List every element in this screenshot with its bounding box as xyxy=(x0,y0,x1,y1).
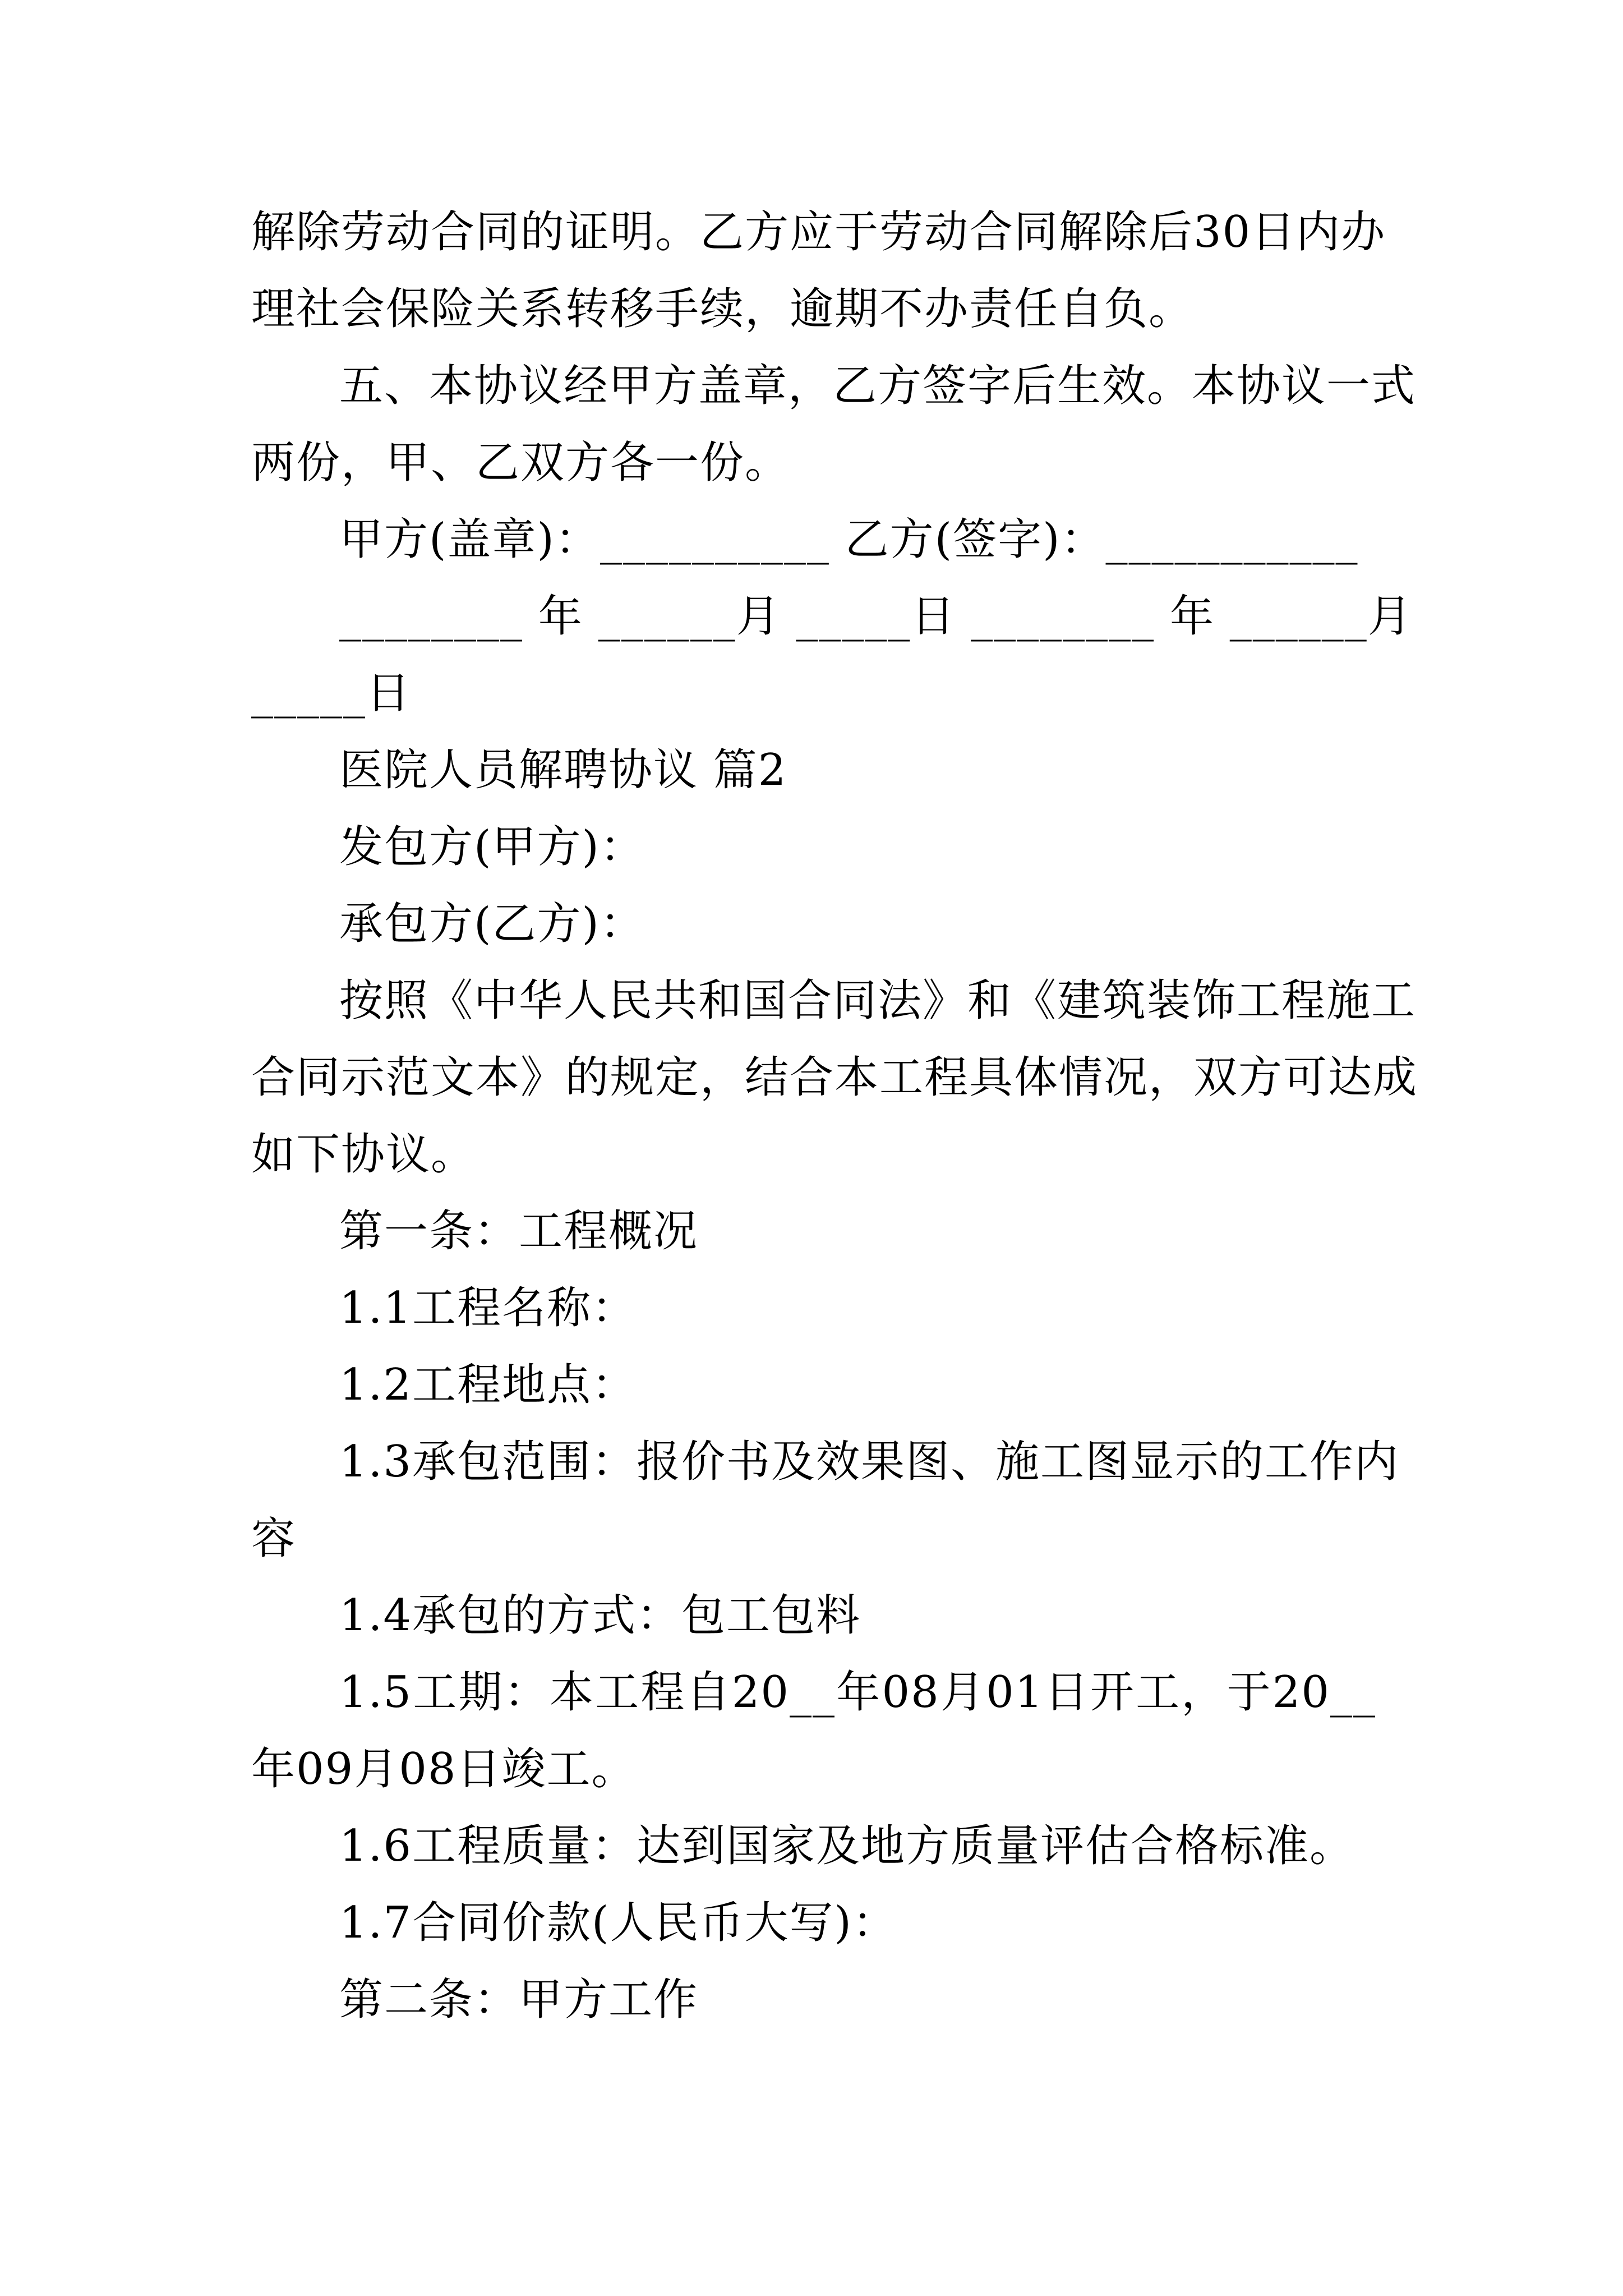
text-line: 1.6工程质量：达到国家及地方质量评估合格标准。 xyxy=(339,1821,1355,1871)
text-line: 1.4承包的方式：包工包料 xyxy=(339,1590,861,1641)
text-line: 1.7合同价款(人民币大写)： xyxy=(339,1898,897,1948)
date-line: ________ 年 ______月 _____日 ________ 年 ______月 xyxy=(339,591,1413,642)
text-line: 1.3承包范围：报价书及效果图、施工图显示的工作内 xyxy=(339,1437,1400,1487)
text-line: 解除劳动合同的证明。乙方应于劳动合同解除后30日内办 xyxy=(251,207,1386,257)
text-line: 两份，甲、乙双方各一份。 xyxy=(251,438,790,488)
signature-line: 甲方(盖章)：__________ 乙方(签字)：___________ xyxy=(339,514,1359,565)
text-line: 如下协议。 xyxy=(251,1129,476,1180)
text-line: 发包方(甲方)： xyxy=(339,822,645,872)
text-line: 1.1工程名称： xyxy=(339,1283,637,1333)
text-line: 承包方(乙方)： xyxy=(339,899,645,949)
text-line: 按照《中华人民共和国合同法》和《建筑装饰工程施工 xyxy=(339,976,1417,1026)
text-line: 年09月08日竣工。 xyxy=(251,1744,637,1795)
text-line: 五、本协议经甲方盖章，乙方签字后生效。本协议一式 xyxy=(339,361,1417,411)
clause-heading: 第二条：甲方工作 xyxy=(339,1975,699,2025)
text-line: 1.5工期：本工程自20__年08月01日开工，于20__ xyxy=(339,1667,1376,1718)
text-line: 合同示范文本》的规定，结合本工程具体情况，双方可达成 xyxy=(251,1052,1418,1103)
text-line: 容 xyxy=(251,1513,297,1564)
clause-heading: 第一条：工程概况 xyxy=(339,1206,699,1257)
section-heading: 医院人员解聘协议 篇2 xyxy=(339,745,787,795)
text-line: 理社会保险关系转移手续，逾期不办责任自负。 xyxy=(251,284,1194,334)
date-line: _____日 xyxy=(251,668,412,719)
text-line: 1.2工程地点： xyxy=(339,1360,637,1410)
